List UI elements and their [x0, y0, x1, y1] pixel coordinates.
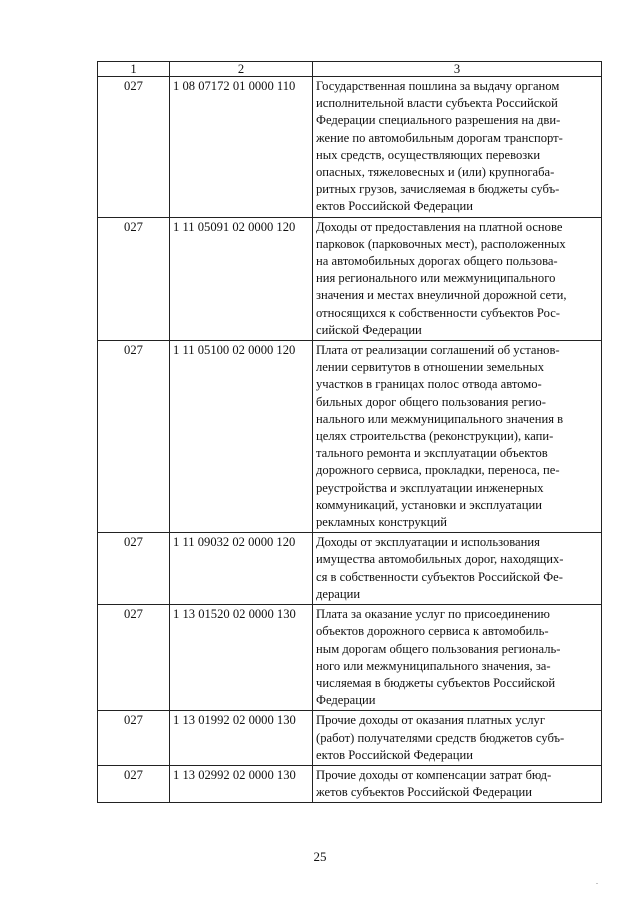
income-code-cell: 1 11 05091 02 0000 120 [170, 217, 313, 340]
income-code-cell: 1 11 05100 02 0000 120 [170, 341, 313, 533]
description-line: Федерации [316, 693, 376, 708]
description-line: реустройства и эксплуатации инженерных [316, 480, 544, 495]
page-number: 25 [313, 849, 327, 864]
column-header-1: 1 [98, 62, 170, 77]
description-line: Государственная пошлина за выдачу органом [316, 79, 560, 93]
budget-income-table [97, 61, 602, 803]
column-header-3: 3 [313, 62, 602, 77]
description-line: ся в собственности субъектов Российской Фе- [316, 569, 563, 584]
description-line: жетов субъектов Российской Федерации [316, 785, 532, 800]
income-description-cell [313, 765, 602, 802]
income-code-cell: 1 08 07172 01 0000 110 [170, 77, 313, 218]
admin-code-cell: 027 [98, 533, 170, 605]
table-row [98, 533, 602, 605]
description-line: парковок (парковочных мест), расположенных [316, 236, 566, 251]
description-line: ным дорогам общего пользования региональ- [316, 641, 561, 656]
table-row [98, 605, 602, 711]
description-line: на автомобильных дорогах общего пользова- [316, 254, 558, 269]
description-line: Плата от реализации соглашений об установ- [316, 343, 560, 358]
description-line: исполнительной власти субъекта Российской [316, 96, 558, 111]
description-line: тального ремонта и эксплуатации объектов [316, 446, 548, 461]
description-line: опасных, тяжеловесных и (или) крупногаба- [316, 165, 555, 180]
description-line: ритных грузов, зачисляемая в бюджеты субъ- [316, 182, 560, 197]
description-line: дерации [316, 586, 361, 601]
table-row [98, 765, 602, 802]
income-description-cell [313, 217, 602, 340]
table-row [98, 711, 602, 766]
admin-code-cell: 027 [98, 765, 170, 802]
description-line: ного или межмуниципального значения, за- [316, 658, 551, 673]
description-line: коммуникаций, установки и эксплуатации [316, 497, 542, 512]
admin-code-cell: 027 [98, 77, 170, 218]
income-code-cell: 1 13 02992 02 0000 130 [170, 765, 313, 802]
table-body [98, 77, 602, 803]
description-line: Прочие доходы от оказания платных услуг [316, 713, 545, 728]
description-line: Доходы от эксплуатации и использования [316, 535, 540, 550]
income-description-cell [313, 77, 602, 218]
description-line: объектов дорожного сервиса к автомобиль- [316, 624, 549, 639]
table-row [98, 77, 602, 218]
description-line: Плата за оказание услуг по присоединению [316, 607, 550, 622]
admin-code-cell: 027 [98, 341, 170, 533]
description-line: (работ) получателями средств бюджетов субъ- [316, 730, 565, 745]
description-line: дорожного сервиса, прокладки, переноса, пе- [316, 463, 560, 478]
income-code-cell: 1 13 01520 02 0000 130 [170, 605, 313, 711]
income-description-cell [313, 605, 602, 711]
description-line: имущества автомобильных дорог, находящих- [316, 552, 564, 567]
admin-code-cell: 027 [98, 605, 170, 711]
income-description-cell [313, 711, 602, 766]
description-line: относящихся к собственности субъектов Рос- [316, 305, 560, 320]
admin-code-cell: 027 [98, 711, 170, 766]
description-line: жение по автомобильным дорогам транспорт- [316, 130, 563, 145]
description-line: сийской Федерации [316, 322, 422, 337]
description-line: участков в границах полос отвода автомо- [316, 377, 542, 392]
description-line: ния регионального или межмуниципального [316, 271, 556, 286]
table-row [98, 217, 602, 340]
description-line: лении сервитутов в отношении земельных [316, 360, 544, 375]
description-line: нального или межмуниципального значения в [316, 411, 564, 426]
description-line: Доходы от предоставления на платной основе [316, 219, 563, 234]
table-header-row [98, 62, 602, 77]
income-description-cell [313, 533, 602, 605]
description-line: ектов Российской Федерации [316, 199, 473, 214]
description-line: Прочие доходы от компенсации затрат бюд- [316, 767, 552, 782]
admin-code-cell: 027 [98, 217, 170, 340]
description-line: ектов Российской Федерации [316, 747, 473, 762]
income-code-cell: 1 11 09032 02 0000 120 [170, 533, 313, 605]
column-header-2: 2 [170, 62, 313, 77]
description-line: числяемая в бюджеты субъектов Российской [316, 675, 556, 690]
description-line: бильных дорог общего пользования регио- [316, 394, 546, 409]
description-line: целях строительства (реконструкции), капи- [316, 429, 554, 444]
corner-mark: . [596, 877, 598, 886]
description-line: Федерации специального разрешения на дви- [316, 113, 561, 128]
description-line: значения и местах внеуличной дорожной сети, [316, 288, 567, 303]
income-code-cell: 1 13 01992 02 0000 130 [170, 711, 313, 766]
description-line: ных средств, осуществляющих перевозки [316, 147, 541, 162]
income-description-cell [313, 341, 602, 533]
description-line: рекламных конструкций [316, 515, 448, 530]
table-row [98, 341, 602, 533]
